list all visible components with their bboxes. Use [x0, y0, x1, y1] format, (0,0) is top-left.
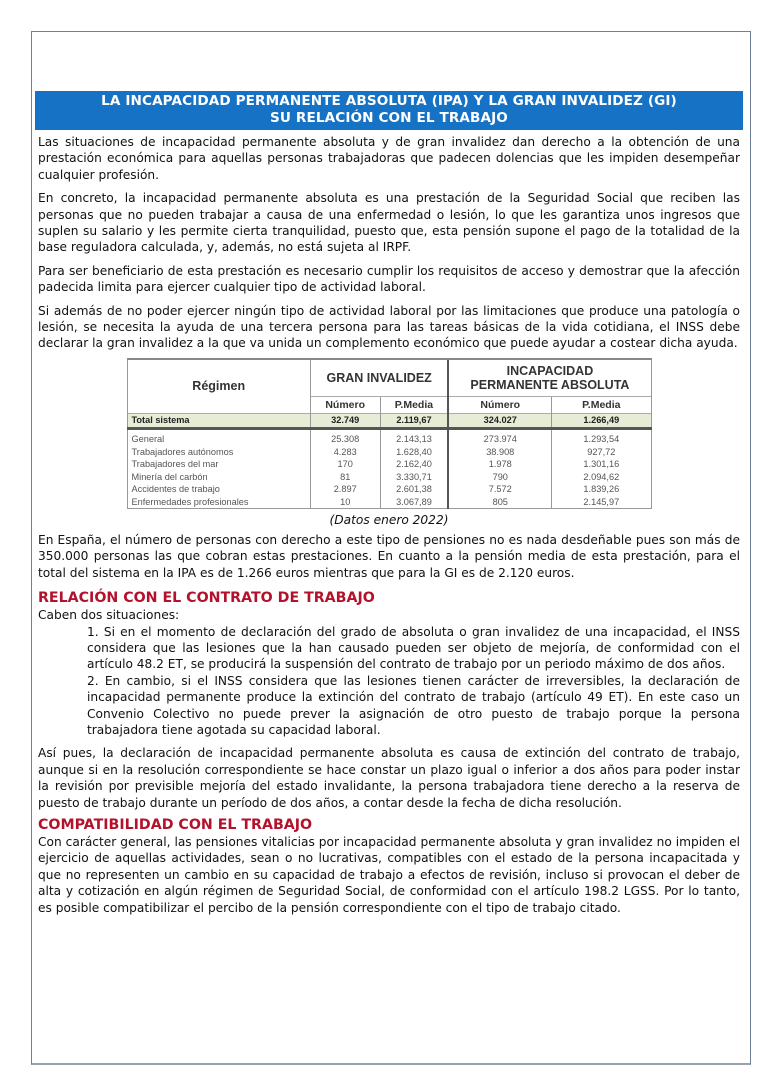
table-row	[127, 433, 651, 446]
row-label: Enfermedades profesionales	[127, 495, 310, 508]
row-gi-pmedia: 3.067,89	[380, 495, 448, 508]
row-ipa-numero: 790	[448, 470, 551, 483]
row-label: Minería del carbón	[127, 470, 310, 483]
table-caption: (Datos enero 2022)	[329, 512, 449, 527]
table-row	[127, 445, 651, 458]
row-gi-pmedia: 1.628,40	[380, 445, 448, 458]
total-ipa-numero: 324.027	[448, 413, 551, 428]
total-gi-numero: 32.749	[310, 413, 380, 428]
row-gi-numero: 81	[310, 470, 380, 483]
pension-table	[127, 358, 652, 509]
header-ipa-line-1: INCAPACIDAD	[506, 363, 594, 378]
after-table-paragraph: En España, el número de personas con derecho a este tipo de pensiones no es nada desdeñable pues son más de 350.000 personas las que cobran estas prestaciones. En cuanto a la pensión media de esta prestación, para el total del sistema en la IPA es de 1.266 euros mientras que para la GI es de 2.120 euros.	[38, 532, 740, 580]
row-ipa-numero: 38.908	[448, 445, 551, 458]
row-gi-numero: 2.897	[310, 483, 380, 496]
row-ipa-numero: 1.978	[448, 458, 551, 471]
subheader-gi-numero: Número	[310, 396, 380, 413]
section-heading-compatibilidad: COMPATIBILIDAD CON EL TRABAJO	[38, 816, 313, 833]
row-gi-pmedia: 3.330,71	[380, 470, 448, 483]
table-total-row	[127, 413, 651, 428]
document-content	[35, 91, 743, 916]
intro-paragraph: Para ser beneficiario de esta prestación es necesario cumplir los requisitos de acceso y demostrar que la afección padecida limita para ejercer cualquier tipo de actividad laboral.	[38, 263, 740, 295]
row-label: Trabajadores autónomos	[127, 445, 310, 458]
row-ipa-pmedia: 2.094,62	[552, 470, 651, 483]
row-ipa-pmedia: 927,72	[552, 445, 651, 458]
subheader-gi-pmedia: P.Media	[380, 396, 448, 413]
row-ipa-pmedia: 1.839,26	[552, 483, 651, 496]
header-regimen: Régimen	[127, 359, 310, 414]
title-line-1: LA INCAPACIDAD PERMANENTE ABSOLUTA (IPA) Y LA GRAN INVALIDEZ (GI)	[101, 93, 677, 109]
row-gi-numero: 10	[310, 495, 380, 508]
total-gi-pmedia: 2.119,67	[380, 413, 448, 428]
header-gran-invalidez: GRAN INVALIDEZ	[310, 359, 448, 397]
section-lead: Caben dos situaciones:	[38, 608, 180, 623]
list-item: 1. Si en el momento de declaración del grado de absoluta o gran invalidez de una incapacidad, el INSS considera que las lesiones que la han causado pueden ser objeto de mejoría, de conformidad con el artículo 48.2 ET, se producirá la suspensión del contrato de trabajo por un periodo máximo de dos años.	[87, 624, 740, 672]
row-ipa-numero: 7.572	[448, 483, 551, 496]
contrato-closing-paragraph: Así pues, la declaración de incapacidad permanente absoluta es causa de extinción del contrato de trabajo, aunque si en la resolución correspondiente se hace constar un plazo igual o inferior a dos años para poder instar la revisión por previsible mejoría del estado invalidante, la persona trabajadora tiene derecho a la reserva de puesto de trabajo durante un período de dos años, a contar desde la fecha de dicha resolución.	[38, 746, 740, 810]
list-item: 2. En cambio, si el INSS considera que las lesiones tienen carácter de irreversibles, la declaración de incapacidad permanente produce la extinción del contrato de trabajo (artículo 49 ET). En este caso un Convenio Colectivo no puede prever la asignación de otro puesto de trabajo porque la persona trabajadora tiene agotada su capacidad laboral.	[87, 673, 740, 737]
table-row	[127, 483, 651, 496]
table-row	[127, 470, 651, 483]
pension-table-figure	[127, 358, 652, 509]
table-row	[127, 458, 651, 471]
row-gi-numero: 170	[310, 458, 380, 471]
row-ipa-pmedia: 1.301,16	[552, 458, 651, 471]
row-ipa-numero: 805	[448, 495, 551, 508]
header-ipa	[448, 359, 651, 397]
title-banner	[35, 91, 743, 130]
row-ipa-pmedia: 1.293,54	[552, 433, 651, 446]
row-label: Trabajadores del mar	[127, 458, 310, 471]
subheader-ipa-numero: Número	[448, 396, 551, 413]
section-heading-contrato: RELACIÓN CON EL CONTRATO DE TRABAJO	[38, 590, 375, 607]
row-gi-pmedia: 2.143,13	[380, 433, 448, 446]
intro-paragraph: Si además de no poder ejercer ningún tipo de actividad laboral por las limitaciones que produce una patología o lesión, se necesita la ayuda de una tercera persona para las tareas básicas de la vida cotidiana, el INSS debe declarar la gran invalidez a la que va unida un complemento económico que puede ayudar a costear dicha ayuda.	[38, 303, 740, 351]
total-ipa-pmedia: 1.266,49	[552, 413, 651, 428]
page-frame	[31, 31, 751, 1065]
row-gi-pmedia: 2.162,40	[380, 458, 448, 471]
table-row	[127, 495, 651, 508]
row-gi-pmedia: 2.601,38	[380, 483, 448, 496]
row-label: General	[127, 433, 310, 446]
compatibilidad-paragraph: Con carácter general, las pensiones vitalicias por incapacidad permanente absoluta y gran invalidez no impiden el ejercicio de aquellas actividades, sean o no lucrativas, compatibles con el estado de la persona incapacitada y que no representen un cambio en su capacidad de trabajo a efectos de revisión, incluso si provocan el deber de alta y cotización en algún régimen de Seguridad Social, de conformidad con el artículo 198.2 LGSS. Por lo tanto, es posible compatibilizar el percibo de la pensión correspondiente con el tipo de trabajo citado.	[38, 834, 740, 915]
row-ipa-pmedia: 2.145,97	[552, 495, 651, 508]
row-gi-numero: 25.308	[310, 433, 380, 446]
row-label: Accidentes de trabajo	[127, 483, 310, 496]
title-line-2: SU RELACIÓN CON EL TRABAJO	[270, 110, 508, 126]
table-header-row	[127, 359, 651, 397]
subheader-ipa-pmedia: P.Media	[552, 396, 651, 413]
header-ipa-line-2: PERMANENTE ABSOLUTA	[470, 377, 630, 392]
total-label: Total sistema	[127, 413, 310, 428]
row-ipa-numero: 273.974	[448, 433, 551, 446]
intro-paragraph: En concreto, la incapacidad permanente absoluta es una prestación de la Seguridad Social que reciben las personas que no pueden trabajar a causa de una enfermedad o lesión, lo que les garantiza unos ingresos que suplen su salario y les permite cierta tranquilidad, puesto que, esta pensión supone el pago de la totalidad de la base reguladora calculada, y, además, no está sujeta al IRPF.	[38, 191, 740, 255]
row-gi-numero: 4.283	[310, 445, 380, 458]
intro-paragraph: Las situaciones de incapacidad permanente absoluta y de gran invalidez dan derecho a la obtención de una prestación económica para aquellas personas trabajadoras que padecen dolencias que les impiden desempeñar cualquier profesión.	[38, 135, 740, 182]
